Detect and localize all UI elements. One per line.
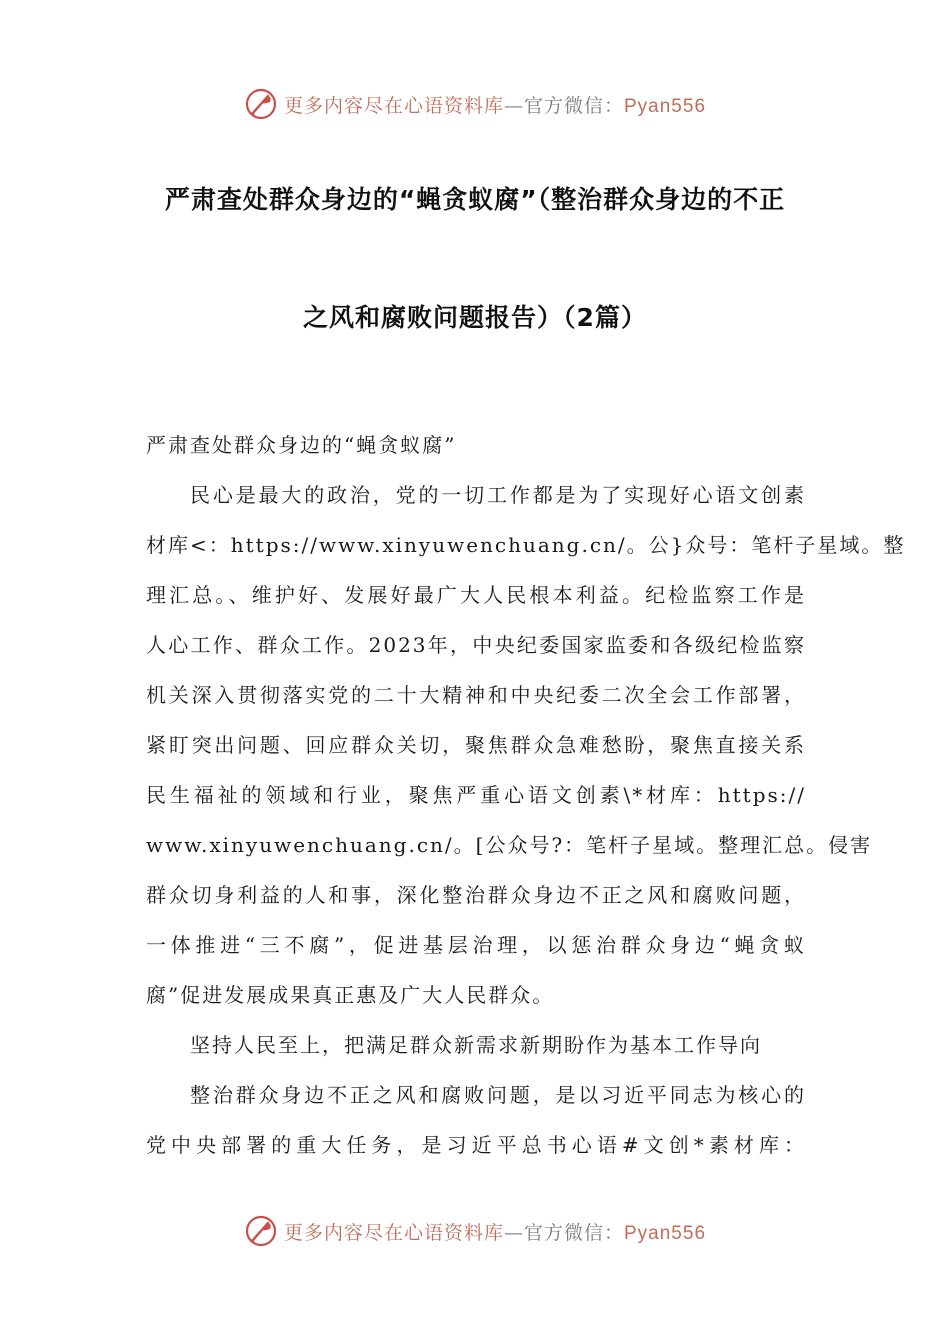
banner-separator: — xyxy=(503,1221,524,1244)
quill-logo-icon xyxy=(244,87,278,121)
body-line: 党中央部署的重大任务，是习近平总书心语#文创*素材库： xyxy=(146,1133,806,1157)
banner-text xyxy=(284,1218,706,1245)
banner-wechat-label: 官方微信： xyxy=(523,94,624,117)
body-subheading: 坚持人民至上，把满足群众新需求新期盼作为基本工作导向 xyxy=(190,1033,762,1057)
body-line: 人心工作、群众工作。2023年，中央纪委国家监委和各级纪检监察 xyxy=(146,633,806,657)
document-title-line-1: 严肃查处群众身边的“蝇贪蚁腐”（整治群众身边的不正 xyxy=(164,185,786,214)
body-line: 紧盯突出问题、回应群众关切，聚焦群众急难愁盼，聚焦直接关系 xyxy=(146,733,806,757)
header-banner xyxy=(0,84,950,124)
body-line: 民心是最大的政治，党的一切工作都是为了实现好心语文创素 xyxy=(190,483,806,507)
banner-site-name: 更多内容尽在心语资料库 xyxy=(283,1221,504,1244)
body-line: 机关深入贯彻落实党的二十大精神和中央纪委二次全会工作部署， xyxy=(146,683,806,707)
body-line: 一体推进“三不腐”，促进基层治理，以惩治群众身边“蝇贪蚁 xyxy=(146,933,806,957)
body-line: 腐”促进发展成果真正惠及广大人民群众。 xyxy=(146,983,555,1007)
body-line: 民生福祉的领域和行业，聚焦严重心语文创素\*材库：https:// xyxy=(146,783,806,807)
footer-banner xyxy=(0,1211,950,1251)
quill-logo-icon xyxy=(244,1214,278,1248)
banner-site-name: 更多内容尽在心语资料库 xyxy=(283,94,504,117)
body-line: 理汇总。、维护好、发展好最广大人民根本利益。纪检监察工作是 xyxy=(146,583,806,607)
banner-text xyxy=(284,91,706,118)
body-line: www.xinyuwenchuang.cn/。[公众号?：笔杆子星域。整理汇总。侵害 xyxy=(146,833,873,857)
body-line: 整治群众身边不正之风和腐败问题，是以习近平同志为核心的 xyxy=(190,1083,806,1107)
banner-wechat-id: Pyan556 xyxy=(624,95,707,117)
banner-separator: — xyxy=(503,94,524,117)
body-line: 群众切身利益的人和事，深化整治群众身边不正之风和腐败问题， xyxy=(146,883,806,907)
document-title-line-2: 之风和腐败问题报告）（2篇） xyxy=(303,303,647,332)
section-heading: 严肃查处群众身边的“蝇贪蚁腐” xyxy=(146,433,457,457)
banner-wechat-label: 官方微信： xyxy=(523,1221,624,1244)
body-line: 材库<：https://www.xinyuwenchuang.cn/。公}众号：笔杆子星域。整 xyxy=(146,533,906,557)
banner-wechat-id: Pyan556 xyxy=(624,1222,707,1244)
document-body xyxy=(146,420,906,1170)
